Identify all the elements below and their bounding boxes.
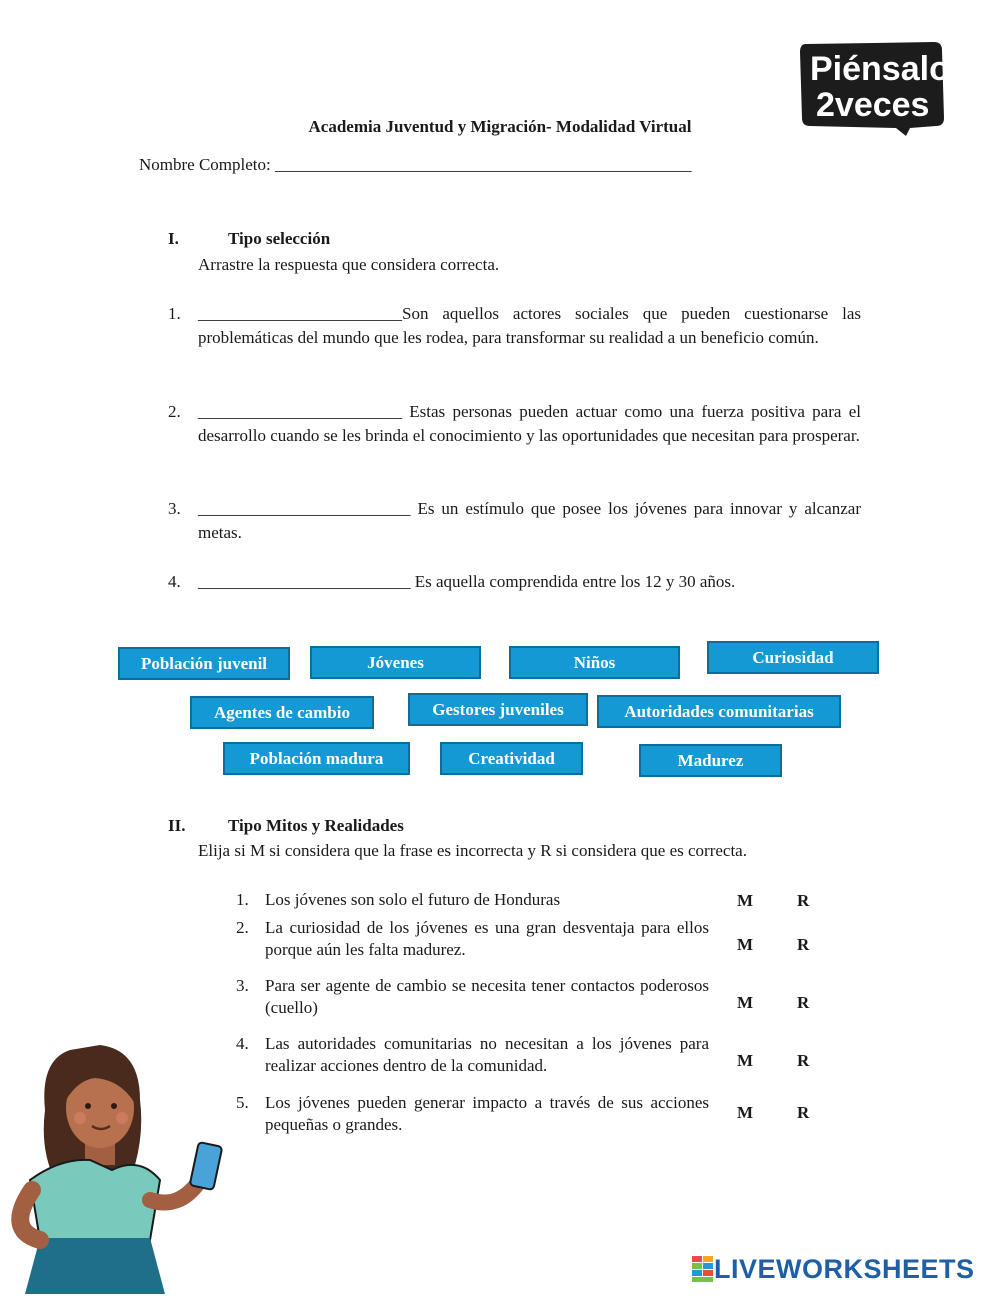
drop-blank-3[interactable]: _________________________ bbox=[198, 499, 411, 518]
statement-text: La curiosidad de los jóvenes es una gran desventaja para ellos porque aún les falta madurez. bbox=[265, 918, 709, 959]
statement-text: Los jóvenes son solo el futuro de Honduras bbox=[265, 890, 561, 909]
statement-number: 1. bbox=[236, 890, 249, 909]
drop-blank-1[interactable]: ________________________ bbox=[198, 304, 402, 323]
section1-instruction: Arrastre la respuesta que considera correcta. bbox=[198, 255, 500, 274]
question-text: Es aquella comprendida entre los 12 y 30 años. bbox=[410, 572, 736, 591]
question-text: Es un estímulo que posee los jóvenes para innovar y alcanzar metas. bbox=[198, 499, 861, 542]
statement-4-option-m[interactable]: M bbox=[737, 1051, 754, 1070]
section1-title: Tipo selección bbox=[228, 229, 331, 248]
statement-text: Los jóvenes pueden generar impacto a través de sus acciones pequeñas o grandes. bbox=[265, 1093, 709, 1134]
statement-2-option-r[interactable]: R bbox=[797, 935, 810, 954]
statement-number: 4. bbox=[236, 1034, 249, 1053]
section2-title: Tipo Mitos y Realidades bbox=[228, 816, 404, 835]
option-jovenes[interactable]: Jóvenes bbox=[310, 646, 481, 679]
question-number: 1. bbox=[168, 304, 181, 323]
section2-number: II. bbox=[168, 816, 186, 835]
drop-blank-2[interactable]: ________________________ bbox=[198, 402, 402, 421]
statement-2-option-m[interactable]: M bbox=[737, 935, 754, 954]
full-name-label: Nombre Completo: bbox=[139, 155, 275, 174]
option-madurez[interactable]: Madurez bbox=[639, 744, 782, 777]
woman-with-phone-illustration bbox=[0, 1040, 240, 1294]
question-text: Estas personas pueden actuar como una fuerza positiva para el desarrollo cuando se les brinda el conocimiento y las oportunidades que necesitan para prosperar. bbox=[198, 402, 861, 445]
full-name-blank[interactable]: _________________________________________________ bbox=[274, 155, 692, 174]
section2-heading bbox=[168, 816, 404, 836]
statement-number: 2. bbox=[236, 918, 249, 937]
option-gestores-juveniles[interactable]: Gestores juveniles bbox=[408, 693, 588, 726]
question-3 bbox=[168, 497, 861, 545]
option-poblacion-juvenil[interactable]: Población juvenil bbox=[118, 647, 290, 680]
statement-3-option-m[interactable]: M bbox=[737, 993, 754, 1012]
statement-1-option-m[interactable]: M bbox=[737, 891, 754, 910]
liveworksheets-wordmark: LIVEWORKSHEETS bbox=[714, 1253, 975, 1284]
question-text: Son aquellos actores sociales que pueden cuestionarse las problemáticas del mundo que les rodea, para transformar su realidad a un beneficio común. bbox=[198, 304, 861, 347]
statement-1-option-r[interactable]: R bbox=[797, 891, 810, 910]
page-title: Academia Juventud y Migración- Modalidad Virtual bbox=[308, 117, 692, 136]
question-4 bbox=[168, 570, 861, 594]
full-name-field[interactable] bbox=[139, 155, 691, 175]
statement-5-option-r[interactable]: R bbox=[797, 1103, 810, 1122]
question-2 bbox=[168, 400, 861, 448]
liveworksheets-brand[interactable] bbox=[692, 1252, 975, 1286]
statement-number: 3. bbox=[236, 976, 249, 995]
statement-text: Las autoridades comunitarias no necesitan a los jóvenes para realizar acciones dentro de la comunidad. bbox=[265, 1034, 709, 1075]
section1-number: I. bbox=[168, 229, 179, 248]
logo-line2: 2veces bbox=[816, 86, 930, 124]
question-number: 4. bbox=[168, 572, 181, 591]
option-autoridades-comunitarias[interactable]: Autoridades comunitarias bbox=[597, 695, 841, 728]
question-number: 2. bbox=[168, 402, 181, 421]
logo-line1: Piénsalo bbox=[810, 50, 946, 88]
section1-heading bbox=[168, 229, 331, 249]
drop-blank-4[interactable]: _________________________ bbox=[198, 572, 411, 591]
statement-5-option-m[interactable]: M bbox=[737, 1103, 754, 1122]
statement-number: 5. bbox=[236, 1093, 249, 1112]
section2-instruction: Elija si M si considera que la frase es incorrecta y R si considera que es correcta. bbox=[198, 841, 747, 860]
question-number: 3. bbox=[168, 499, 181, 518]
statement-3-option-r[interactable]: R bbox=[797, 993, 810, 1012]
statement-4-option-r[interactable]: R bbox=[797, 1051, 810, 1070]
option-ninos[interactable]: Niños bbox=[509, 646, 680, 679]
liveworksheets-icon bbox=[692, 1256, 714, 1282]
statement-text: Para ser agente de cambio se necesita tener contactos poderosos (cuello) bbox=[265, 976, 709, 1017]
option-creatividad[interactable]: Creatividad bbox=[440, 742, 583, 775]
option-poblacion-madura[interactable]: Población madura bbox=[223, 742, 410, 775]
question-1 bbox=[168, 302, 861, 350]
option-agentes-de-cambio[interactable]: Agentes de cambio bbox=[190, 696, 374, 729]
option-curiosidad[interactable]: Curiosidad bbox=[707, 641, 879, 674]
